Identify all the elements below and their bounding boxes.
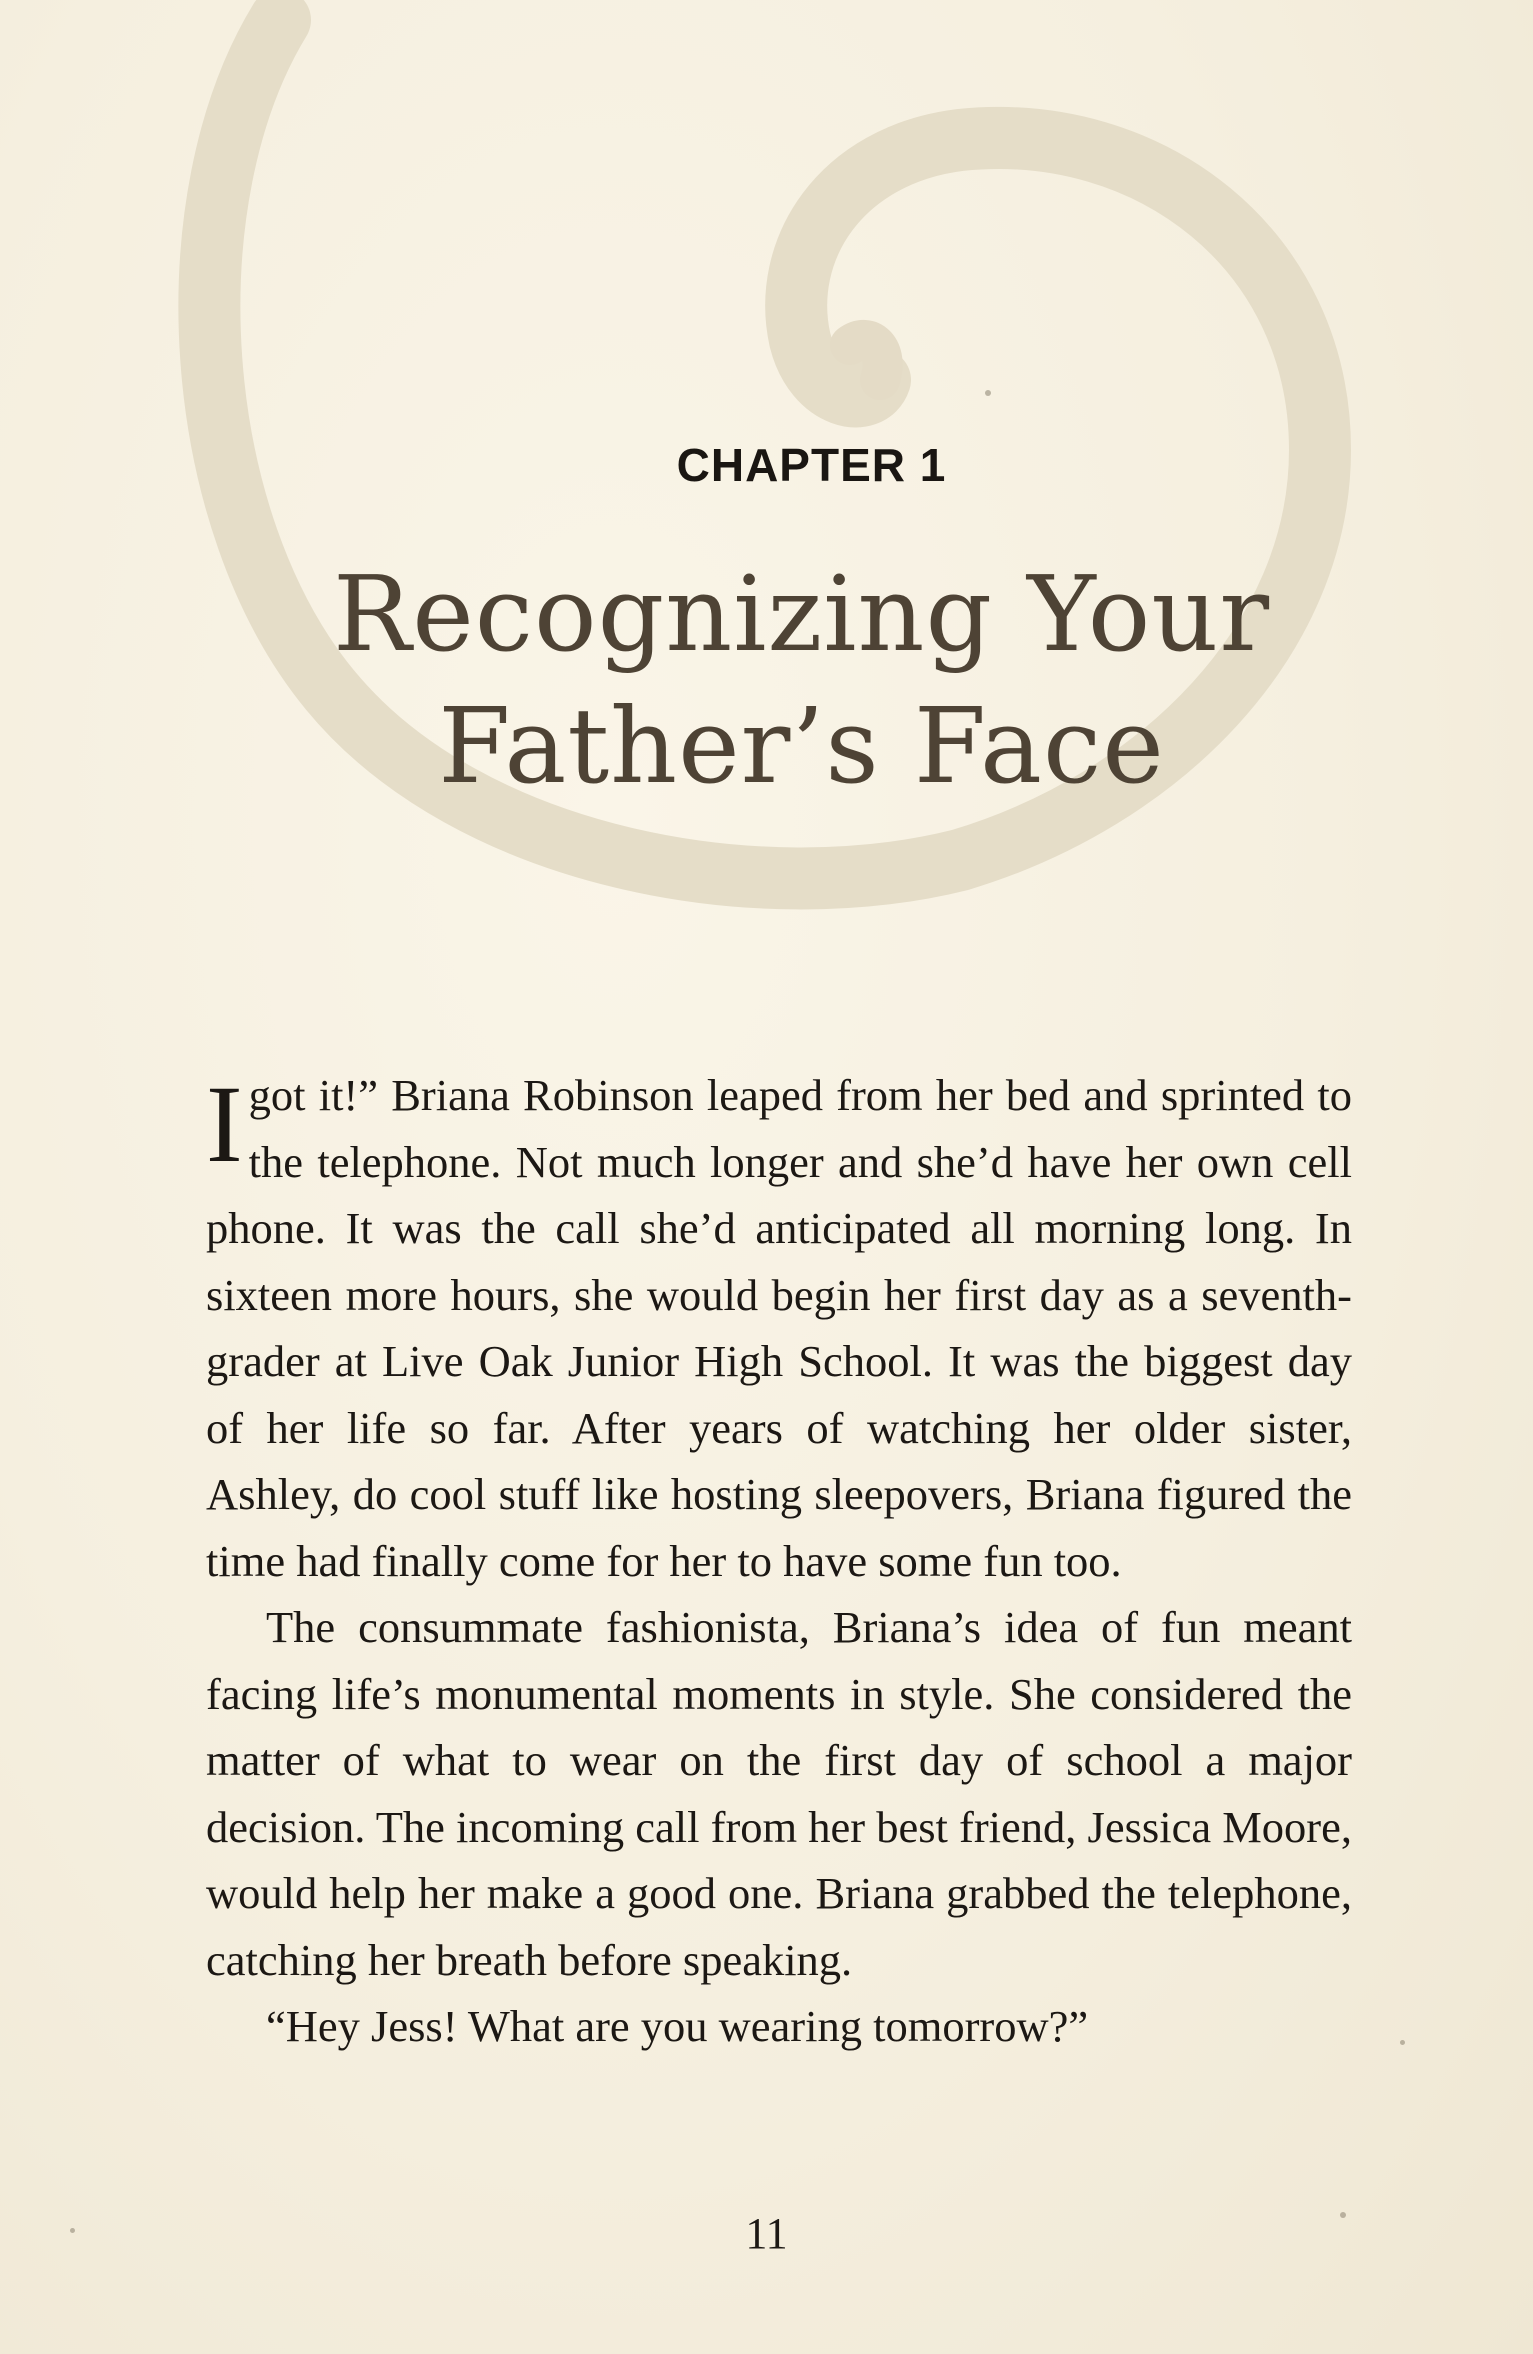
chapter-label: CHAPTER 1 (676, 439, 947, 491)
paragraph-2: The consummate fashionista, Briana’s idea of fun meant facing life’s monumental moments in style. She considered the matter of what to wear on the first day of school a major decision. The incoming call from her best friend, Jessica Moore, would help her make a good one. Briana grabbed the telephone, catching her breath before speaking. (206, 1602, 1352, 1985)
paper-speck (1340, 2212, 1346, 2218)
paragraph-1-text: got it!” Briana Robinson leaped from her bed and sprinted to the telephone. Not much longer and she’d have her own cell phone. It was the call she’d anticipated all morning long. In sixteen more hours, she would begin her first day as a seventh-grader at Live Oak Junior High School. It was the biggest day of her life so far. After years of watching her older sister, Ashley, do cool stuff like hosting sleepovers, Briana figured the time had finally come for her to have some fun too. (206, 1070, 1352, 1586)
chapter-body (206, 1062, 1352, 2060)
paragraph-3: “Hey Jess! What are you wearing tomorrow?” (266, 2001, 1089, 2051)
paper-speck (1400, 2040, 1405, 2045)
decorative-swirl (0, 0, 1533, 1000)
paragraph-1 (206, 1062, 1352, 1594)
chapter-title (0, 548, 1533, 812)
drop-cap: I (206, 1063, 243, 1185)
paper-speck (985, 390, 991, 396)
chapter-title-line-2: Father’s Face (438, 685, 1165, 807)
chapter-title-line-1: Recognizing Your (332, 553, 1271, 675)
page-number: 11 (745, 2209, 788, 2258)
paper-speck (70, 2228, 75, 2233)
